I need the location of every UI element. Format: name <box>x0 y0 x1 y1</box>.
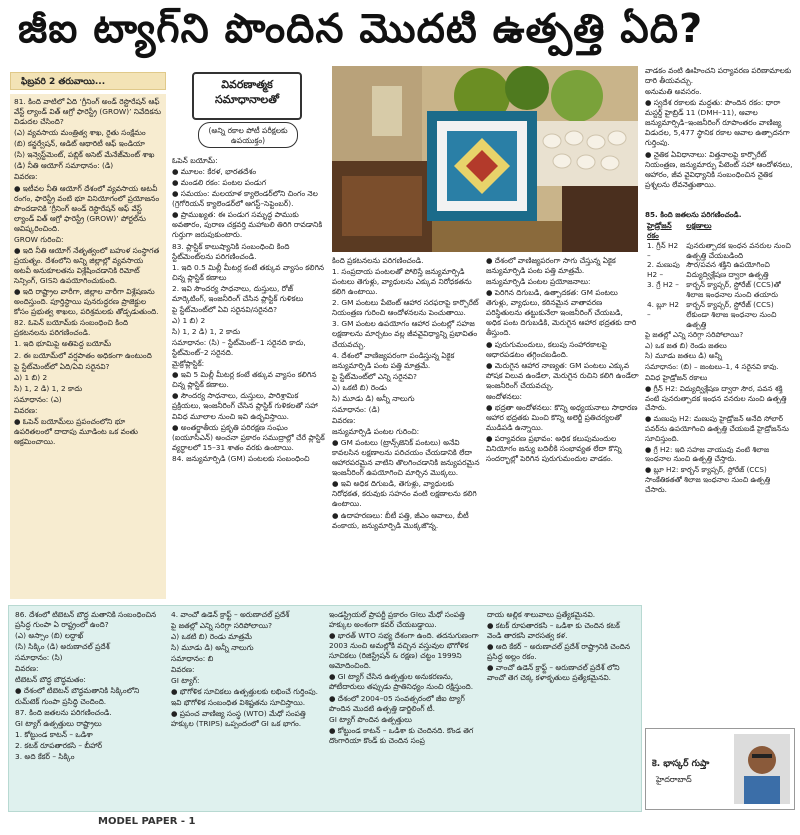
bottom-col-1 <box>15 610 163 806</box>
center-col-line: కింది ప్రకటనలను పరిగణించండి. <box>332 256 424 265</box>
hydrogen-feature-cell: కార్బన్ క్యాప్చర్, స్టోరేజ్ (CCS)తో శిలాజ ఇంధనాల నుంచి తయారు <box>686 280 781 300</box>
table-header-type: హైడ్రోజన్ రకం <box>647 220 672 240</box>
q85-tail-line: వివిధ హైడ్రోజన్ రకాలు <box>645 373 708 383</box>
bottom2-line: GI ట్యాగ్: <box>171 676 200 686</box>
center2-col-line: ● పర్యావరణ ప్రభావం: అధిక కలుపుమందుల వినియోగం జన్యు బదిలీకి సంభావ్యత లేదా కొన్ని సందర్భాల్లో పెరిగిన పురుగుమందుల వాడకం. <box>486 434 622 464</box>
center-col-line: సి) మూడు డి) అన్నీ నాలుగు <box>332 393 415 403</box>
q85-tail-line: ● గ్రీన్ H2: విద్యుద్విశ్లేషణ ద్వారా సౌర, పవన శక్తి వంటి పునరుత్పాదక ఇంధన వనరుల నుంచి ఉత్పత్తి చేసారు. <box>645 383 787 413</box>
table-header-feature: లక్షణాలు <box>686 220 712 230</box>
bottom2-line: ● ప్రపంచ వాణిజ్య సంస్థ (WTO) మేధో సంపత్తి హక్కుల (TRIPS) ఒప్పందంలో GI ఒక భాగం. <box>171 708 306 728</box>
center-col-line: 3. GM పంటల ఉపయోగం ఆహార పంటల్లో సహజ లక్షణాలను మార్చటం వల్ల జీవవైవిధ్యాన్ని ప్రభావితం చేయవచ్చు. <box>332 319 478 349</box>
center-col-line: ● ఉదాహరణలు: బీటీ పత్తి, జీఎం ఆవాలు, బీటీ వంకాయ, జన్యుమార్పిడి మొక్కజొన్న. <box>332 510 469 530</box>
q85-tail-line: ● మణుపు H2: మణుపు హైడ్రోజన్ అనేది సోలార్ పవర్‌ను ఉపయోగించి ఉత్పత్తి చేయబడే హైడ్రోజన్‌ను సూచిస్తుంది. <box>645 414 789 443</box>
left-col-line: వివరణ: <box>14 172 38 182</box>
right-bottom-spacer <box>645 624 793 724</box>
left-col-line: పై స్టేట్‌మెంట్‌లో ఏది/ఏవి సరైనవి? <box>14 361 110 371</box>
mid-col-line: ● ఇవి 5 మిల్లీ మీటర్ల కంటే తక్కువ వ్యాసం కలిగిన చిన్న ప్లాస్టిక్ కణాలు. <box>172 370 317 390</box>
bottom1-line: 3. అది కేకర్ – సిక్కిం <box>15 751 75 761</box>
right-q85-box <box>645 210 793 620</box>
author-place: హైదరాబాద్ <box>656 775 692 784</box>
bottom1-line: సమాధానం: (సి) <box>15 653 63 663</box>
bottom4-line: దాయ అల్లిక శాలువాలు ప్రత్యేకమైనవి. <box>487 610 596 619</box>
mid-col-line: ఓపెన్ బయోమ్: <box>172 156 218 165</box>
center-col-line: ● ఇవి అధిక దిగుబడి, తెగుళ్లు, వ్యాధులకు నిరోధకత, కరువుకు సహనం వంటి లక్షణాలను కలిగి ఉంటాయి. <box>332 479 477 509</box>
left-col-line: ● ఇటీవల నీతి ఆయోగ్ దేశంలో వ్యవసాయ అటవీ రంగం, ఫారెస్ట్రీ వంటి భూ వినియోగంలో ప్రయోజనం పొందడానికి ‘గ్రీనింగ్ అండ్ రెస్టొరేషన్ ఆఫ్ వేస్ట్ ల్యాండ్ విత్ ఆగ్రో ఫారెస్ట్రీ (GROW)’ పోర్టల్‌ను ఆవిష్కరించింది. <box>14 183 160 233</box>
bottom1-line: (సి) సిక్కిం (డి) అరుణాచల్ ప్రదేశ్ <box>15 642 110 652</box>
continuation-label: ఫిబ్రవరి 2 తరువాయి... <box>10 72 166 90</box>
bottom1-line: 2. కటక్ రూపతారకసి – బీహార్ <box>15 740 103 750</box>
page-headline: జీఐ ట్యాగ్‌ని పొందిన మొదటి ఉత్పత్తి ఏది? <box>18 6 704 52</box>
explainer-subtitle: (అన్ని రకాల పోటీ పరీక్షలకు ఉపయుక్తం) <box>198 122 298 148</box>
center-col-line: ఎ) ఒకటి బి) రెండు <box>332 382 387 392</box>
center2-col-line: ● భద్రతా ఆందోళనలు: కొన్ని అధ్యయనాలు సాధారణ ఆహార భద్రతకు మించి కొన్ని అలెర్జీ ప్రతిచర్యలతో ముడిపడి ఉన్నాయి. <box>486 402 638 432</box>
bottom-col-4 <box>487 610 635 806</box>
hydrogen-type-cell: 1. గ్రీన్ H2 – <box>647 240 679 260</box>
bottom1-line: టిబెటన్ బౌద్ధ బౌద్ధమతం: <box>15 675 86 685</box>
left-col-line: సి) 1, 2 డి) 1, 2 కాదు <box>14 383 83 393</box>
mid-col-line: ● సమయం: మలయాళ క్యాలెండర్‌లోని చింగం నెల (గ్రెగోరియన్ క్యాలెండర్‌లో ఆగస్ట్–సెప్టెంబర్). <box>172 189 318 209</box>
center-col-line: వివరణ: <box>332 415 356 425</box>
left-col-line: ● ఓపెన్ బయోమ్‌లు ప్రపంచంలోని భూ ఉపరితలంలో దాదాపు మూడింట ఒక వంతు ఆక్రమించాయి. <box>14 416 138 446</box>
bottom4-line: ● ఆది కేకర్ – అరుణాచల్ ప్రదేశ్ రాష్ట్రానికి చెందిన ప్రసిద్ధ అల్లం రకం. <box>487 642 631 662</box>
right-top-line: ● స్వదేశ రకాలకు మద్దతు: పొందిన రకం: ధారా మస్టర్డ్ హైబ్రిడ్ 11 (DMH–11), ఆవాల జన్యుమార్పిడి–ఇంజనీరింగ్ రూపాంతరం వాణిజ్య విడుదల, 5,477 స్థానిక రకాల ఆవాల ఉత్పాదనగా గుర్తింపు. <box>645 98 790 148</box>
left-col-line: (సి) ఇన్వెస్ట్‌మెంట్, పబ్లిక్ అసెట్ మేనేజ్‌మెంట్ శాఖ <box>14 150 155 160</box>
bottom-col-3 <box>329 610 479 806</box>
q85-tail-line: ఎ) ఒక జత బి) రెండు జతలు <box>645 340 727 350</box>
bottom1-line: GI ట్యాగ్ ఉత్పత్తులు రాష్ట్రాలు <box>15 718 102 728</box>
bottom3-line: ● దేశంలో 2004–05 సంవత్సరంలో జీఐ ట్యాగ్ పొందిన మొదటి ఉత్పత్తి డార్జిలింగ్ టీ. <box>329 693 465 713</box>
table-row <box>645 280 793 300</box>
table-row <box>645 300 793 330</box>
right-top-line: ● నైతిక ఏవిధానాలు: విత్తనాలపై కార్పొరేట్ నియంత్రణ, జన్యుమార్పు పేటెంట్ సహా ఆందోళనలు, ఆహారం, జీవ వైవిధ్యానికి సంబంధించిన నైతిక ప్రశ్నలను లేవనెత్తుతాయి. <box>645 149 793 189</box>
center2-column <box>486 256 640 599</box>
bottom1-line: 86. దేశంలో టిబెటన్ బౌద్ధ మతానికి సంబంధించిన ప్రసిద్ధ గుంపా ఏ రాష్ట్రంలో ఉంది? <box>15 610 157 630</box>
center2-col-line: ● పురుగుమందులు, కలుపు సంహారకాలపై ఆధారపడటం తగ్గించబడింది. <box>486 339 608 359</box>
table-row <box>645 241 793 261</box>
right-top-line: వాడకం వంటి ఊహించని పర్యావరణ పరిణామాలకు దారి తీయవచ్చు. <box>645 66 792 86</box>
left-col-line: ఎ) 1 బి) 2 <box>14 372 48 382</box>
mid-col-line: సి) 1, 2 డి) 1, 2 కాదు <box>172 327 241 336</box>
left-col-line: (బి) కన్జర్వేషన్, ఆడిట్ ఆథారిటీ ఆఫ్ ఇండియా <box>14 139 145 149</box>
q85-tail-line: ● బ్లూ H2: కార్బన్ క్యాప్చర్, స్టోరేజ్ (CCS) సాంకేతికతతో శిలాజ ఇంధనాల నుంచి ఉత్పత్తి చేసారు. <box>645 465 771 494</box>
mid-col-line: ● మండలి రకం: పంటల పండుగ <box>172 178 267 188</box>
hydrogen-table <box>645 221 793 330</box>
center2-col-line: ● మెరుగైన ఆహార నాణ్యత: GM పంటలు ఎక్కువ పోషక విలువ ఉండేలా, మెరుగైన రుచిని కలిగి ఉండేలా ఇంజనీరింగ్ చేయవచ్చు. <box>486 360 639 390</box>
q85-tail-line: ● గ్రే H2: ఇది సహజ వాయువు వంటి శిలాజ ఇంధనాల నుంచి ఉత్పత్తి చేస్తారు. <box>645 444 770 464</box>
bottom4-line: ● కటక్ రూపతారకసి – ఒడిశా కు చెందిన కటక్ వెండి తారకసి వారసత్వ కళ. <box>487 621 620 641</box>
left-col-line: ● ఇది రాష్ట్రాల వారీగా, జిల్లాల వారీగా విశ్లేషణను అందిస్తుంది. పూర్తిస్థాయి పునరుద్ధరణ ప్రాజెక్టుల కోసం ప్రభుత్వ శాఖలు, పరిశ్రమలకు తోడ్పడుతుంది. <box>14 287 159 317</box>
mid-col-line: సమాధానం: (సి) – స్టేట్‌మెంట్–1 సరైనది కాదు, స్టేట్‌మెంట్–2 సరైనది. <box>172 338 306 358</box>
left-col-line: 1. ఇది భూమిపై అతిపెద్ద బయోమ్ <box>14 339 112 349</box>
bottom3-line: ● కోట్టుండ కాటన్ – ఒడిశా కు చెందినది. కొండ తెగ దొంగారియా కొండ్ కు చెందిన సంప్ర <box>329 725 474 745</box>
bottom1-line: 87. కింది జతలను పరిగణించండి. <box>15 707 112 717</box>
bottom1-line: ● దేశంలో టిబెటన్ బౌద్ధమతానికి సిక్కింలోని రుమ్‌టెక్ గుంపా ప్రసిద్ధి చెందింది. <box>15 686 140 706</box>
mid-col-line: ● అంతర్జాతీయ ప్రకృతి పరిరక్షణ సంఘం (ఐయూసీఎన్) అంచనా ప్రకారం సముద్రాల్లో చేరే ప్లాస్టిక్ వ్యర్థాలలో 15–31 శాతం వరకు ఉంటాయి. <box>172 422 325 452</box>
explainer-badge <box>176 66 316 154</box>
bottom3-line: GI ట్యాగ్ పొందిన ఉత్పత్తులు <box>329 714 412 724</box>
hydrogen-feature-cell: సౌర/పవన శక్తిని ఉపయోగించి విద్యుద్విశ్లేషణ ద్వారా ఉత్పత్తి <box>686 260 770 280</box>
left-col-line: 2. ఈ బయోమ్‌లో వర్షపాతం అధికంగా ఉంటుంది <box>14 350 152 360</box>
bottom4-line: ● వాంచో ఉడెన్ క్రాఫ్ట్ – అరుణాచల్ ప్రదేశ్ లోని వాంచో తెగ చెక్క కళాకృతులు ప్రత్యేకమైనవి. <box>487 663 620 683</box>
hydrogen-type-cell: 2. మణుపు H2 – <box>647 260 680 280</box>
table-row <box>645 260 793 280</box>
left-col-line: (ఎ) వ్యవసాయ మంత్రిత్వ శాఖ, రైతు సంక్షేమం <box>14 128 146 138</box>
center-column <box>332 256 480 599</box>
mid-col-line: మైక్రోప్లాస్టిక్: <box>172 359 205 369</box>
left-column <box>10 94 166 599</box>
bottom2-line: ● భౌగోళిక సూచికలు ఉత్పత్తులకు లభించే గుర్తింపు. ఇవి భౌగోళిక సంబంధిత విశిష్టతను సూచిస్తాయి. <box>171 687 318 707</box>
q85-tail-line: సమాధానం: (బి) – జంటలు–1, 4 సరైనవి కావు. <box>645 362 779 372</box>
center2-col-line: జన్యుమార్పిడి పంటల ప్రయోజనాలు: <box>486 277 591 287</box>
mid-col-line: 1. ఇది 0.5 మిల్లీ మీటర్ల కంటే తక్కువ వ్యాసం కలిగిన చిన్న ప్లాస్టిక్ కణాలు <box>172 262 325 282</box>
mid-col-line: ● మూలం: కేరళ, భారతదేశం <box>172 167 257 177</box>
center2-col-line: ఆందోళనలు: <box>486 391 523 401</box>
bottom-col-2 <box>171 610 321 806</box>
page-footer <box>0 814 800 835</box>
left-col-line: సమాధానం: (ఎ) <box>14 394 62 404</box>
left-col-line: వివరణ: <box>14 405 38 415</box>
center-col-line: 2. GM పంటలు పేటెంట్ ఆహార సరఫరాపై కార్పొరేట్ నియంత్రణ గురించి ఆందోళనలను పెంచుతాయి. <box>332 298 479 318</box>
bottom2-line: సమాధానం: బి <box>171 654 214 664</box>
center-col-line: పై స్టేట్‌మెంట్‌లో ఎన్ని సరైనవి? <box>332 371 417 381</box>
mid-col-line: ఎ) 1 బి) 2 <box>172 315 206 325</box>
mid-col-line: పై స్టేట్‌మెంట్‌లో ఏవి సరైనవి/సరైనది? <box>172 304 277 314</box>
center-col-line: 4. దేశంలో వాణిజ్యపరంగా పండిస్తున్న ఏకైక జన్యుమార్పిడి పంట పత్తి మాత్రమే. <box>332 350 455 370</box>
mid-col-line: ● ప్రాముఖ్యత: ఈ పండుగ సమృద్ధ పాముకు అవతారం, పురాణ చక్రవర్తి మహాబలి తిరిగి రావడానికి గుర్తుగా జరుపుకుంటారు. <box>172 210 323 240</box>
explainer-title: వివరణాత్మక సమాధానాలతో <box>192 72 302 120</box>
bottom2-line: వివరణ: <box>171 665 195 675</box>
center-col-line: 1. సంప్రదాయ పంటలతో పోలిస్తే జన్యుమార్పిడి పంటలు తెగుళ్లు, వ్యాధులను ఎక్కువ నిరోధకతను కలిగి ఉంటాయి. <box>332 267 472 297</box>
mid-col-line: 84. జన్యుమార్పిడి (GM) పంటలకు సంబంధించి <box>172 453 310 463</box>
bottom1-line: వివరణ: <box>15 664 39 674</box>
center-col-line: జన్యుమార్పిడి పంటల గురించి: <box>332 427 420 436</box>
q85-tail-line: సి) మూడు జతలు డి) అన్నీ <box>645 351 722 361</box>
right-top-line: అనుమతి అవసరం. <box>645 87 702 97</box>
mid-col-line: ● సౌందర్య సాధనాలు, దుస్తులు, పారిశ్రామిక ప్రక్రియలు, ఇంజనీరింగ్ చేసిన ప్లాస్టిక్ గుళికలతో సహా వివిధ మూలాల నుంచి ఇవి ఉద్భవిస్తాయి. <box>172 391 318 421</box>
bottom1-line: 1. కోట్టుండ కాటన్ – ఒడిశా <box>15 729 93 739</box>
left-col-line: (డి) నీతి ఆయోగ్ సమాధానం: (డి) <box>14 161 114 171</box>
center-col-line: సమాధానం: (డి) <box>332 404 380 414</box>
mid-col-line: 83. ప్లాస్టిక్ కాలుష్యానికి సంబంధించి కింది స్టేట్‌మెంట్‌లను పరిగణించండి. <box>172 241 290 261</box>
left-col-line: GROW గురించి: <box>14 234 64 244</box>
center-col-line: ● GM పంటలు (ట్రాన్స్‌జెనిక్ పంటలు) అనేవి కావలసిన లక్షణాలను పరిచయం చేయడానికి లేదా ఆహారపరమైన వాటిని తొలగించడానికి జన్యుపరమైన ఇంజనీరింగ్ ఉపయోగించి మార్చిన మొక్కలు. <box>332 438 480 478</box>
bottom2-line: ఎ) ఒకటి బి) రెండు మాత్రమే <box>171 632 253 642</box>
mid-column <box>172 156 328 599</box>
bottom2-line: సి) మూడు డి) అన్నీ నాలుగు <box>171 643 254 653</box>
bottom3-line: ఇండస్ట్రియల్ ప్రాపర్టీ ప్రకారం GIలు మేధో సంపత్తి హక్కుల అంశంగా కవర్ చేయబడ్డాయి. <box>329 610 465 630</box>
headline-banner <box>0 0 800 62</box>
author-card <box>645 728 795 810</box>
bottom3-line: ● GI ట్యాగ్ చేసిన ఉత్పత్తుల అనుకరణను, పోటీదారులు తప్పుడు ప్రాతినిధ్యం నుంచి రక్షిస్తుంది. <box>329 672 474 692</box>
author-name: కె. భాస్కర్ గుప్తా <box>652 759 710 769</box>
right-top-column <box>645 66 793 208</box>
bottom2-line: 4. వాంచో ఉడెన్ క్రాఫ్ట్ – అరుణాచల్ ప్రదేశ్ <box>171 610 290 619</box>
left-col-line: 82. ఓపెన్ బయోమ్‌కు సంబంధించి కింది ప్రకటనలను పరిగణించండి. <box>14 318 129 338</box>
gi-collage-image <box>332 66 638 252</box>
center2-col-line: ● పెరిగిన దిగుబడి, ఉత్పాదకత: GM పంటలు తెగుళ్లు, వ్యాధులు, కఠినమైన వాతావరణ పరిస్థితులను తట్టుకునేలా ఇంజనీరింగ్ చేయబడి, అధిక పంట దిగుబడికి, మెరుగైన ఆహార భద్రతకు దారి తీస్తుంది. <box>486 288 637 338</box>
bottom3-line: ● భారత్ WTO సభ్య దేశంగా ఉంది. తదనుగుణంగా 2003 నుంచి అమల్లోకి వచ్చిన వస్తువుల భౌగోళిక సూచికలు (రిజిస్ట్రేషన్ & రక్షణ) చట్టం 1999ని ఆమోదించింది. <box>329 631 479 671</box>
center2-col-line: ● దేశంలో వాణిజ్యపరంగా సాగు చేస్తున్న ఏకైక జన్యుమార్పిడి పంట పత్తి మాత్రమే. <box>486 256 616 276</box>
hydrogen-type-cell: 3. గ్రే H2 – <box>647 280 679 290</box>
author-photo <box>734 734 790 804</box>
mid-col-line: 2. ఇవి సౌందర్య సాధనాలు, దుస్తులు, రోజ్ మార్కెటింగ్, ఇంజనీరింగ్ చేసిన ప్లాస్టిక్ గుళికలు <box>172 283 304 303</box>
bottom-questions-panel <box>8 605 642 812</box>
q85-tail-line: పై జతల్లో ఎన్ని సరిగ్గా సరిపోలాయి? <box>645 329 744 339</box>
hydrogen-type-cell: 4. బ్లూ H2 – <box>647 300 680 320</box>
q85-prompt: 85. కింది జతలను పరిగణించండి. <box>645 210 742 219</box>
hydrogen-feature-cell: పునరుత్పాదక ఇంధన వనరుల నుంచి ఉత్పత్తి చేయబడింది <box>686 240 791 260</box>
left-col-line: 81. కింది వాటిలో ఏది ‘గ్రీనింగ్ అండ్ రెస్టొరేషన్ ఆఫ్ వేస్ట్ ల్యాండ్ విత్ ఆగ్రో ఫారెస్ట్రీ (GROW)’ నివేదికను విడుదల చేసింది? <box>14 97 162 127</box>
hydrogen-feature-cell: కార్బన్ క్యాప్చర్, స్టోరేజ్ (CCS) లేకుండా శిలాజ ఇంధనాల నుంచి ఉత్పత్తి <box>686 300 777 329</box>
gi-products-photo <box>332 66 638 252</box>
bottom2-line: పై జతల్లో ఎన్ని సరిగ్గా సరిపోలాయి? <box>171 621 273 631</box>
footer-label: MODEL PAPER - 1 <box>98 816 196 827</box>
left-col-line: ● ఇది నీతి ఆయోగ్ నేతృత్వంలో బహుళ సంస్థాగత ప్రయత్నం. దేశంలోని అన్ని జిల్లాల్లో వ్యవసాయ అటవీ అనుకూలతను విశ్లేషించడానికి రిమోట్ సెన్సింగ్, GISని ఉపయోగించుకుంది. <box>14 245 160 286</box>
bottom1-line: (ఎ) అస్సాం (బి) లద్దాఖ్ <box>15 631 84 641</box>
